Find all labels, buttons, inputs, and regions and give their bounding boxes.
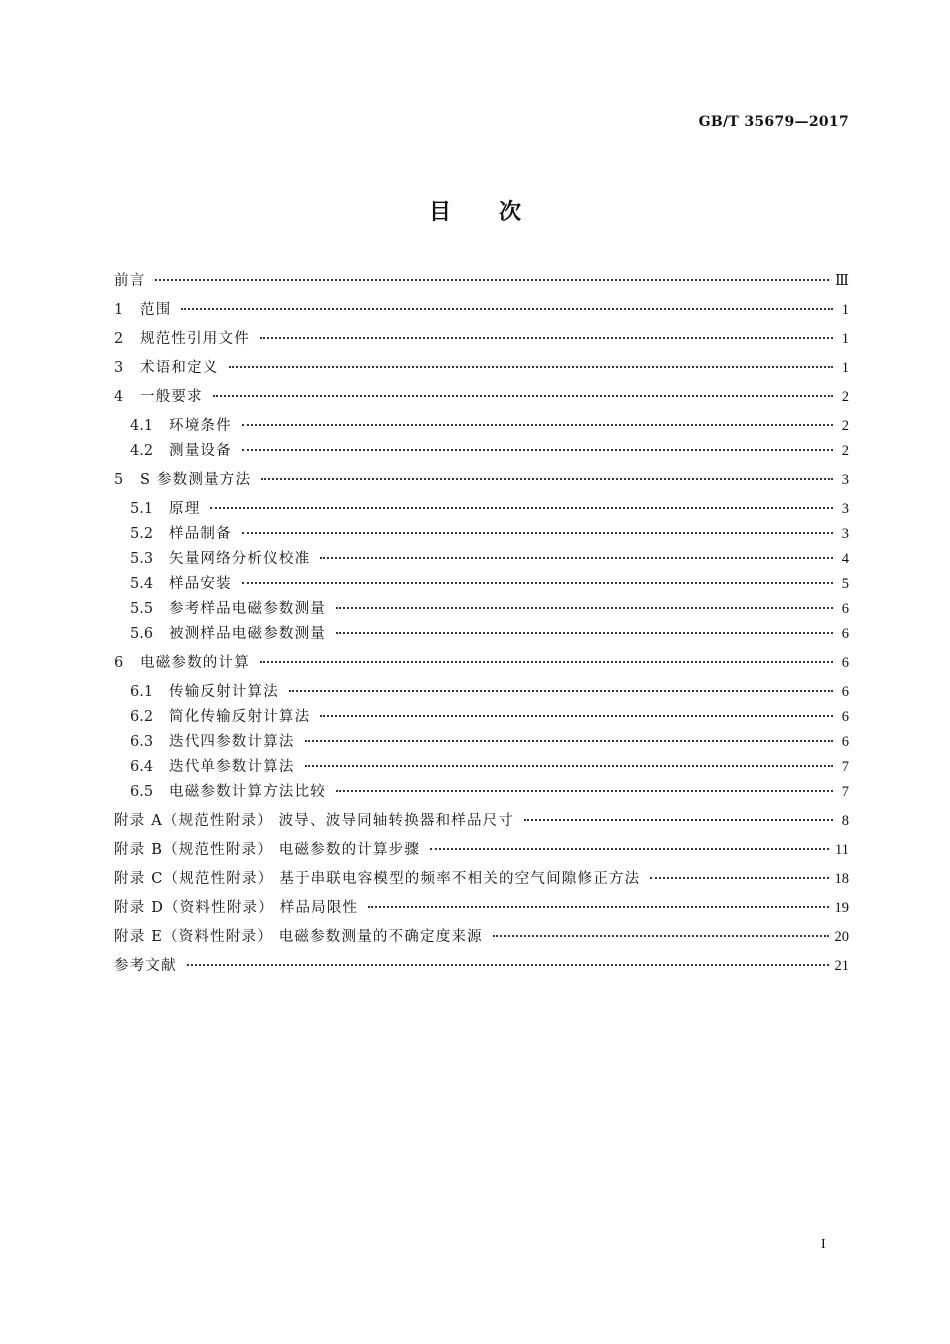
toc-entry-number: 5.5 <box>130 601 154 617</box>
dot-leader <box>260 661 833 663</box>
toc-entry-page: 6 <box>841 601 849 617</box>
page-title: 目次 <box>428 200 569 225</box>
toc-entry-page: 7 <box>841 784 849 800</box>
dot-leader <box>155 279 829 281</box>
toc-appendix-d[interactable] <box>114 899 849 928</box>
toc-entry[interactable] <box>114 330 849 359</box>
toc-entry-number: 6.4 <box>130 759 154 775</box>
toc-entry-label: S 参数测量方法 <box>140 472 252 488</box>
toc-entry-page: 6 <box>841 734 849 750</box>
dot-leader <box>650 877 828 879</box>
page-folio: I <box>821 1237 826 1252</box>
toc-entry-page: 3 <box>841 501 849 517</box>
dot-leader <box>213 395 833 397</box>
toc-entry-page: 4 <box>841 551 849 567</box>
dot-leader <box>524 819 833 821</box>
toc-entry-label: 原理 <box>169 501 201 517</box>
toc-subentry[interactable] <box>114 708 849 733</box>
toc-subentry[interactable] <box>114 600 849 625</box>
toc-entry-label: 电磁参数计算方法比较 <box>169 784 326 800</box>
toc-entry-label: 迭代四参数计算法 <box>169 734 295 750</box>
toc-entry-page: 2 <box>841 389 849 405</box>
toc-entry-label: 环境条件 <box>169 418 232 434</box>
toc-entry-page: 19 <box>834 900 849 916</box>
toc-appendix-c[interactable] <box>114 870 849 899</box>
toc-entry-number: 4.1 <box>130 418 154 434</box>
toc-entry-page: 2 <box>841 418 849 434</box>
toc-entry-label: 附录 A（规范性附录） 波导、波导同轴转换器和样品尺寸 <box>114 813 515 829</box>
toc-appendix-a[interactable] <box>114 812 849 841</box>
toc-entry-label: 参考样品电磁参数测量 <box>169 601 326 617</box>
table-of-contents <box>114 272 849 986</box>
toc-entry-label: 前言 <box>114 273 146 289</box>
toc-subentry[interactable] <box>114 575 849 600</box>
toc-entry-page: 1 <box>841 331 849 347</box>
toc-entry-number: 5.2 <box>130 526 154 542</box>
dot-leader <box>229 366 834 368</box>
toc-entry-page: 7 <box>841 759 849 775</box>
dot-leader <box>181 308 833 310</box>
toc-entry-foreword[interactable] <box>114 272 849 296</box>
toc-entry-page: Ⅲ <box>835 273 849 289</box>
toc-entry-label: 参考文献 <box>114 958 177 974</box>
toc-subentry[interactable] <box>114 625 849 654</box>
toc-appendix-e[interactable] <box>114 928 849 957</box>
dot-leader <box>430 848 829 850</box>
toc-entry-page: 5 <box>841 576 849 592</box>
toc-entry-label: 样品安装 <box>169 576 232 592</box>
toc-entry-label: 矢量网络分析仪校准 <box>169 551 311 567</box>
toc-subentry[interactable] <box>114 550 849 575</box>
standard-number: GB/T 35679—2017 <box>698 114 849 130</box>
toc-entry-number: 5.1 <box>130 501 154 517</box>
dot-leader <box>368 906 828 908</box>
toc-entry-number: 1 <box>114 302 124 318</box>
toc-appendix-b[interactable] <box>114 841 849 870</box>
toc-entry-page: 20 <box>834 929 849 945</box>
toc-entry-number: 5 <box>114 472 124 488</box>
toc-entry-label: 样品制备 <box>169 526 232 542</box>
dot-leader <box>261 478 833 480</box>
toc-entry-number: 5.4 <box>130 576 154 592</box>
dot-leader <box>305 740 833 742</box>
dot-leader <box>336 632 833 634</box>
toc-entry[interactable] <box>114 301 849 330</box>
dot-leader <box>242 582 833 584</box>
toc-entry-page: 21 <box>834 958 849 974</box>
dot-leader <box>320 557 833 559</box>
toc-subentry[interactable] <box>114 758 849 783</box>
dot-leader <box>305 765 833 767</box>
toc-entry-number: 4 <box>114 389 124 405</box>
toc-entry-label: 传输反射计算法 <box>169 684 279 700</box>
toc-entry-page: 1 <box>841 360 849 376</box>
toc-subentry[interactable] <box>114 442 849 471</box>
dot-leader <box>242 532 833 534</box>
toc-subentry[interactable] <box>114 525 849 550</box>
toc-entry-number: 4.2 <box>130 443 154 459</box>
dot-leader <box>493 935 829 937</box>
dot-leader <box>336 790 833 792</box>
dot-leader <box>242 424 833 426</box>
toc-entry[interactable] <box>114 471 849 500</box>
toc-entry-label: 附录 B（规范性附录） 电磁参数的计算步骤 <box>114 842 421 858</box>
toc-entry-number: 6.5 <box>130 784 154 800</box>
dot-leader <box>320 715 833 717</box>
toc-entry-label: 范围 <box>140 302 172 318</box>
toc-entry[interactable] <box>114 359 849 388</box>
toc-entry-label: 电磁参数的计算 <box>140 655 250 671</box>
toc-entry-page: 3 <box>841 472 849 488</box>
toc-entry-label: 附录 C（规范性附录） 基于串联电容模型的频率不相关的空气间隙修正方法 <box>114 871 641 887</box>
toc-entry-number: 6.3 <box>130 734 154 750</box>
toc-entry-label: 被测样品电磁参数测量 <box>169 626 326 642</box>
toc-entry[interactable] <box>114 388 849 417</box>
toc-entry-number: 5.6 <box>130 626 154 642</box>
toc-subentry[interactable] <box>114 417 849 442</box>
toc-entry-page: 6 <box>841 709 849 725</box>
toc-entry-label: 迭代单参数计算法 <box>169 759 295 775</box>
toc-entry-page: 6 <box>841 684 849 700</box>
dot-leader <box>336 607 833 609</box>
toc-entry-page: 8 <box>841 813 849 829</box>
dot-leader <box>242 449 833 451</box>
toc-entry-label: 附录 E（资料性附录） 电磁参数测量的不确定度来源 <box>114 929 483 945</box>
toc-entry-number: 6.2 <box>130 709 154 725</box>
toc-entry-number: 6.1 <box>130 684 154 700</box>
dot-leader <box>210 507 833 509</box>
toc-entry-page: 18 <box>834 871 849 887</box>
toc-subentry[interactable] <box>114 500 849 525</box>
toc-entry-label: 术语和定义 <box>140 360 219 376</box>
toc-entry-number: 5.3 <box>130 551 154 567</box>
toc-entry-page: 6 <box>841 655 849 671</box>
toc-entry-number: 2 <box>114 331 124 347</box>
dot-leader <box>289 690 833 692</box>
toc-entry-label: 附录 D（资料性附录） 样品局限性 <box>114 900 359 916</box>
toc-entry-page: 6 <box>841 626 849 642</box>
toc-entry-label: 简化传输反射计算法 <box>169 709 311 725</box>
toc-entry-page: 2 <box>841 443 849 459</box>
toc-subentry[interactable] <box>114 733 849 758</box>
toc-references[interactable] <box>114 957 849 986</box>
toc-entry-label: 一般要求 <box>140 389 203 405</box>
toc-entry-label: 测量设备 <box>169 443 232 459</box>
toc-entry[interactable] <box>114 654 849 683</box>
toc-entry-page: 1 <box>841 302 849 318</box>
toc-entry-number: 3 <box>114 360 124 376</box>
toc-entry-label: 规范性引用文件 <box>140 331 250 347</box>
toc-subentry[interactable] <box>114 683 849 708</box>
toc-subentry[interactable] <box>114 783 849 812</box>
toc-entry-page: 11 <box>835 842 849 858</box>
dot-leader <box>260 337 833 339</box>
toc-entry-number: 6 <box>114 655 124 671</box>
toc-entry-page: 3 <box>841 526 849 542</box>
dot-leader <box>187 964 829 966</box>
